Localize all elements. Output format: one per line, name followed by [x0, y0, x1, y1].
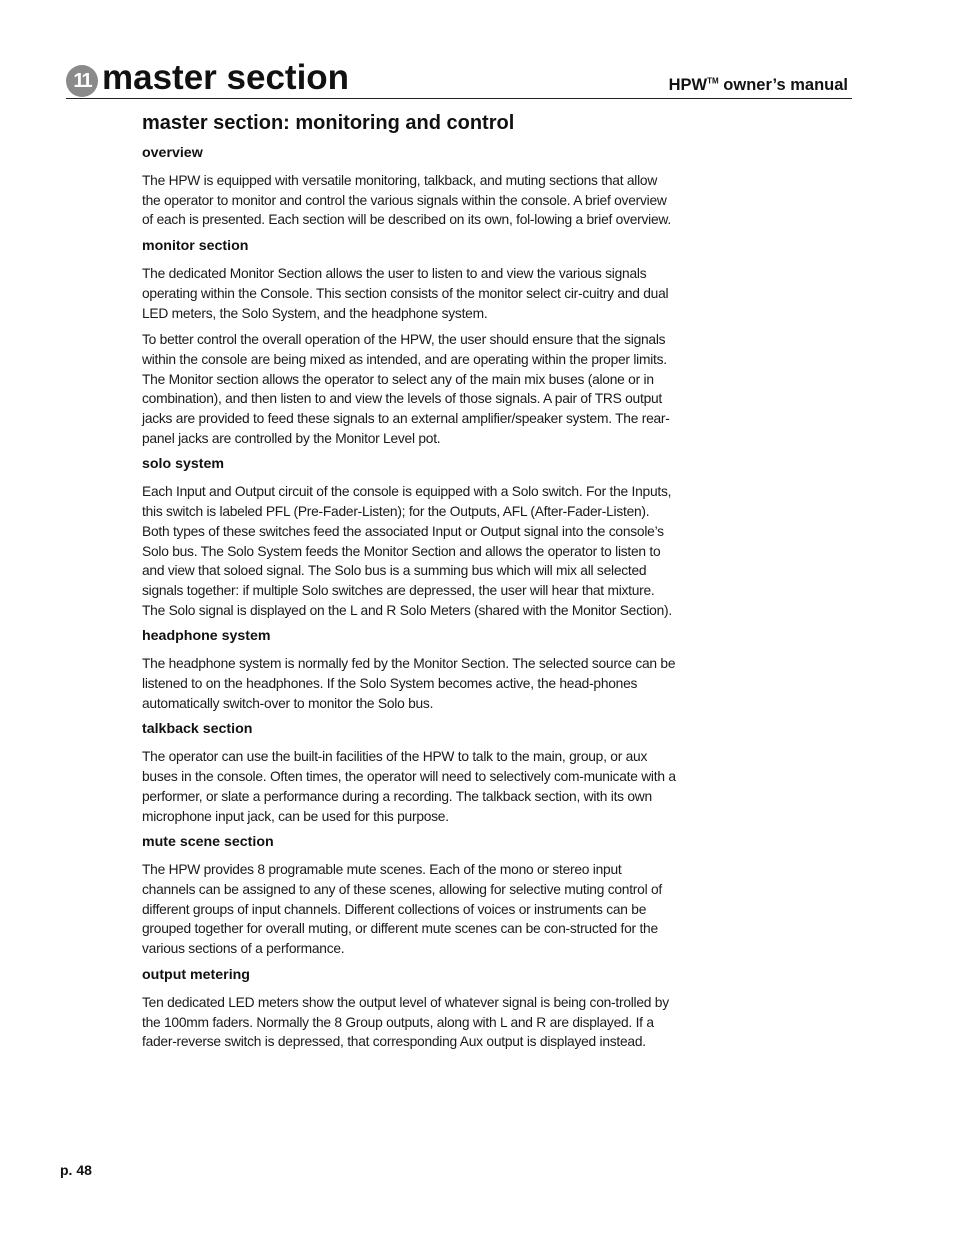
mute-scene-section-paragraph: The HPW provides 8 programable mute scenes. Each of the mono or stereo input channels can be assigned to any of these scenes, allowing for selective muting control of different groups of input channels. Different collections of voices or instruments can be grouped together for overall muting, or different mute scenes can be con-structed for the various sections of a performance. — [142, 862, 662, 957]
page-content — [142, 110, 676, 1059]
page-header — [66, 58, 852, 99]
monitor-section-paragraph-1: The dedicated Monitor Section allows the user to listen to and view the various signals operating within the Console. This section consists of the monitor select cir-cuitry and dual LED meters, the Solo System, and the headphone system. — [142, 266, 669, 321]
manual-suffix: owner’s manual — [718, 76, 848, 94]
manual-label — [669, 75, 848, 95]
page-number: p. 48 — [60, 1162, 92, 1178]
solo-system-paragraph: Each Input and Output circuit of the console is equipped with a Solo switch. For the Inputs, this switch is labeled PFL (Pre-Fader-Listen); for the Outputs, AFL (After-Fader-Listen). Both types of these switches feed the associated Input or Output signal into the console’s Solo bus. The Solo System feeds the Monitor Section and allows the operator to listen to and view that soloed signal. The Solo bus is a summing bus which will mix all selected signals together: if multiple Solo switches are depressed, the user will hear that mixture. The Solo signal is displayed on the L and R Solo Meters (shared with the Monitor Section). — [142, 484, 672, 618]
section-heading-solo-system: solo system — [142, 456, 225, 473]
section-heading-output-metering: output metering — [142, 966, 250, 983]
section-heading-overview: overview — [142, 145, 203, 161]
talkback-section-paragraph: The operator can use the built-in facilities of the HPW to talk to the main, group, or aux buses in the console. Often times, the operator will need to selectively com-municate with a performer, or slate a performance during a recording. The talkback section, with its own microphone input jack, can be used for this purpose. — [142, 749, 676, 824]
overview-paragraph: The HPW is equipped with versatile monitoring, talkback, and muting sections that allow the operator to monitor and control the various signals within the console. A brief overview of each is presented. Each section will be described on its own, fol-lowing a brief overview. — [142, 173, 671, 228]
chapter-number-badge: 11 — [66, 65, 98, 97]
trademark-mark: TM — [707, 76, 719, 86]
section-heading-talkback-section: talkback section — [142, 721, 253, 738]
section-heading-monitor-section: monitor section — [142, 238, 249, 255]
monitor-section-paragraph-2: To better control the overall operation of the HPW, the user should ensure that the signals within the console are being mixed as intended, and are operating within the proper limits. The Monitor section allows the operator to select any of the main mix buses (alone or in combination), and then listen to and view the levels of those signals. A pair of TRS output jacks are provided to feed these signals to an external amplifier/speaker system. The rear-panel jacks are controlled by the Monitor Level pot. — [142, 332, 670, 446]
page-title: master section: monitoring and control — [142, 112, 515, 134]
section-heading-mute-scene-section: mute scene section — [142, 834, 274, 851]
section-heading-headphone-system: headphone system — [142, 628, 271, 645]
headphone-system-paragraph: The headphone system is normally fed by the Monitor Section. The selected source can be listened to on the headphones. If the Solo System becomes active, the head-phones automatically switch-over to monitor the Solo bus. — [142, 656, 676, 711]
chapter-title: master section — [102, 58, 350, 97]
output-metering-paragraph: Ten dedicated LED meters show the output level of whatever signal is being con-trolled by the 100mm faders. Normally the 8 Group outputs, along with L and R are displayed. If a fader-reverse switch is depressed, that corresponding Aux output is displayed instead. — [142, 994, 669, 1050]
manual-brand: HPW — [668, 76, 708, 94]
